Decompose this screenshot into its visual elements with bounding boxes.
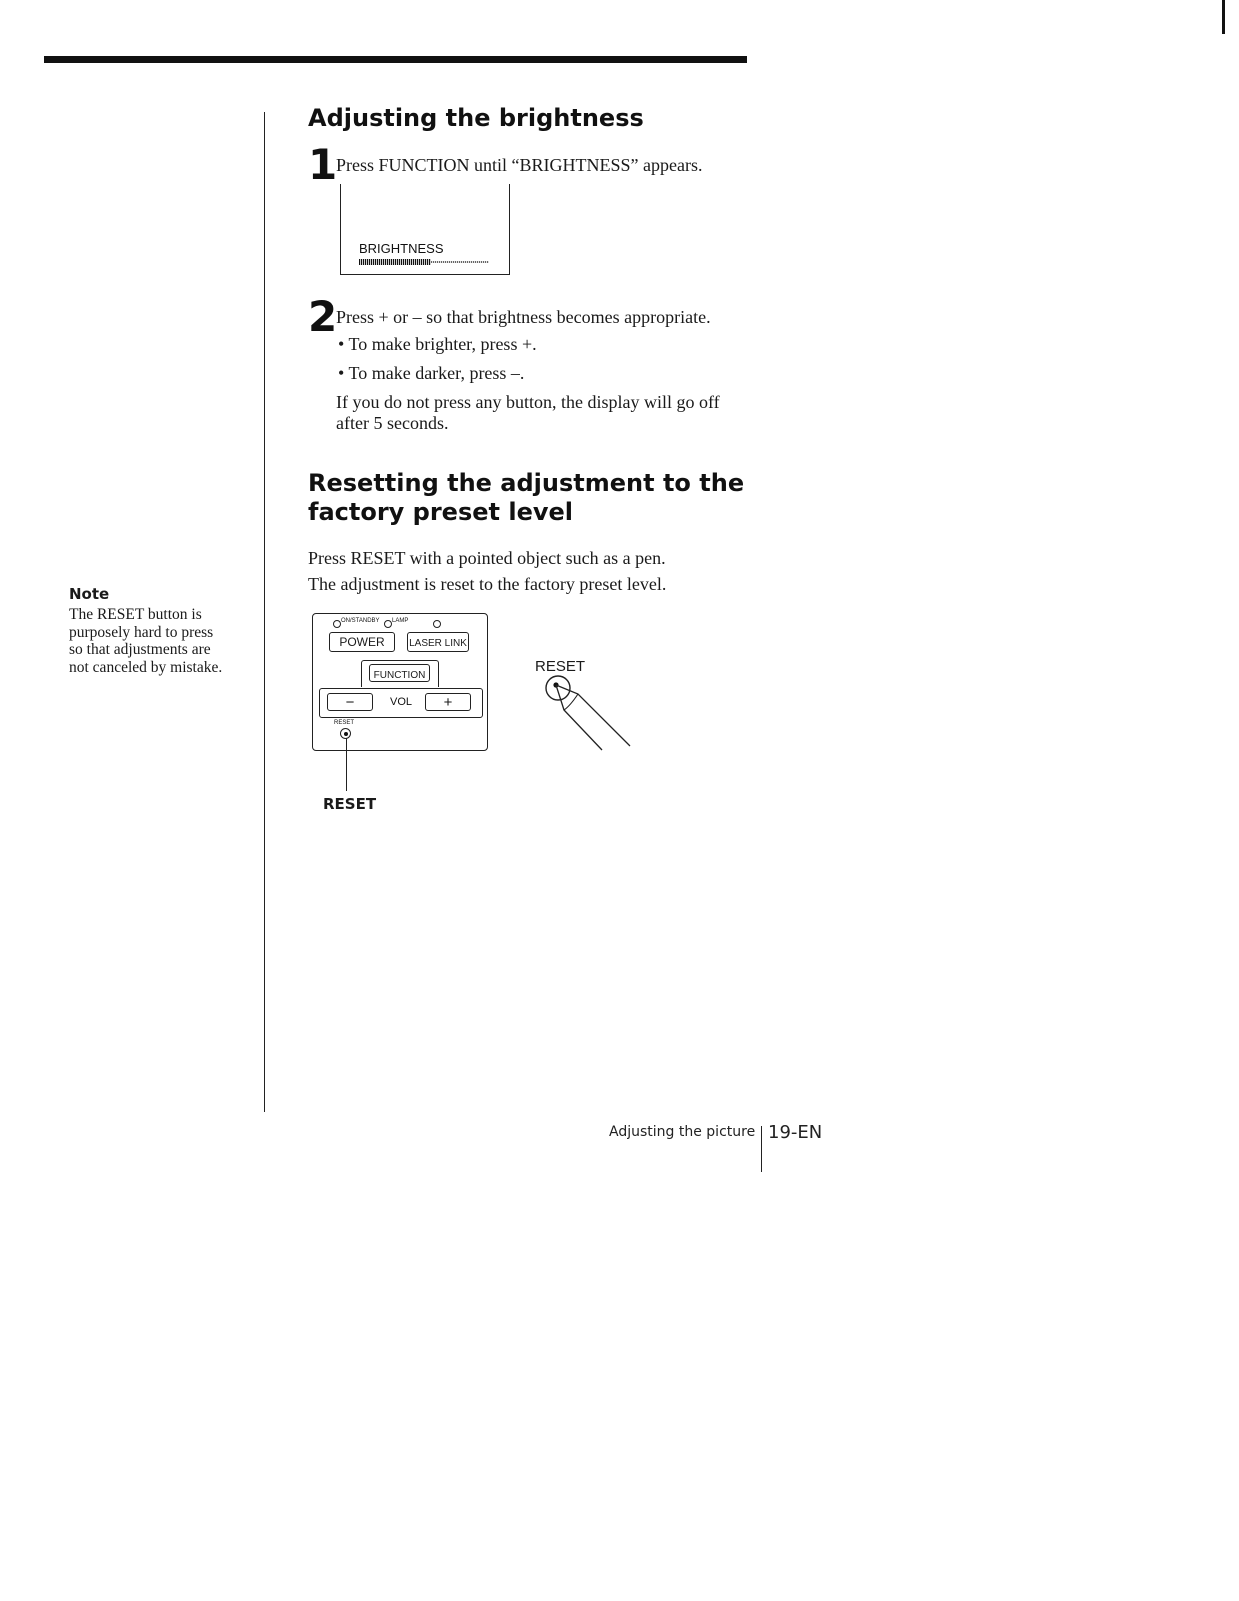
reset-instruction: Press RESET with a pointed object such as a pen. [308,548,666,568]
power-button[interactable] [329,632,395,652]
plus-label: + [443,694,453,711]
standby-indicator-label: ON/STANDBY [341,618,380,624]
bullet-darker: • To make darker, press –. [338,363,525,383]
timeout-note: If you do not press any button, the display will go off after 5 seconds. [336,392,720,433]
page-number: 19-EN [768,1122,823,1143]
heading-resetting: Resetting the adjustment to the factory preset level [308,469,745,526]
indicator-light-icon [433,620,441,628]
step-number-1: 1 [308,140,338,189]
reset-callout-label: RESET [323,795,377,813]
lamp-indicator-icon [384,620,392,628]
pen-pressing-reset-icon [540,670,640,760]
column-rule [264,112,265,1112]
laser-link-button[interactable] [407,632,469,652]
note-text: The RESET button is purposely hard to press so that adjustments are not canceled by mistake. [69,606,223,676]
lamp-indicator-label: LAMP [392,618,409,624]
reset-result: The adjustment is reset to the factory preset level. [308,574,667,594]
edge-mark [1222,0,1225,34]
reset-pinhole-icon [344,732,348,736]
note-title: Note [69,585,110,603]
reset-small-label: RESET [334,720,355,726]
standby-indicator-icon [333,620,341,628]
brightness-display [340,184,510,275]
brightness-level-bar [359,259,489,265]
footer-section-title: Adjusting the picture [609,1124,756,1140]
step-1-text: Press FUNCTION until “BRIGHTNESS” appears. [336,155,703,175]
bullet-brighter: • To make brighter, press +. [338,334,537,354]
volume-minus-button[interactable] [327,693,373,711]
control-panel-illustration [312,613,488,751]
minus-label: − [345,694,355,711]
display-label: BRIGHTNESS [359,241,444,256]
step-number-2: 2 [308,292,338,341]
power-button-label: POWER [339,635,385,649]
vol-label: VOL [390,696,413,708]
function-button[interactable] [369,664,430,682]
footer-rule [761,1126,762,1172]
function-button-label: FUNCTION [373,670,426,681]
volume-plus-button[interactable] [425,693,471,711]
pen-reset-label: RESET [535,658,586,675]
laser-link-label: LASER LINK [409,638,467,649]
reset-callout-line [346,738,347,791]
header-rule [44,56,747,63]
heading-adjusting-brightness: Adjusting the brightness [308,104,644,132]
step-2-text: Press + or – so that brightness becomes appropriate. [336,307,711,327]
